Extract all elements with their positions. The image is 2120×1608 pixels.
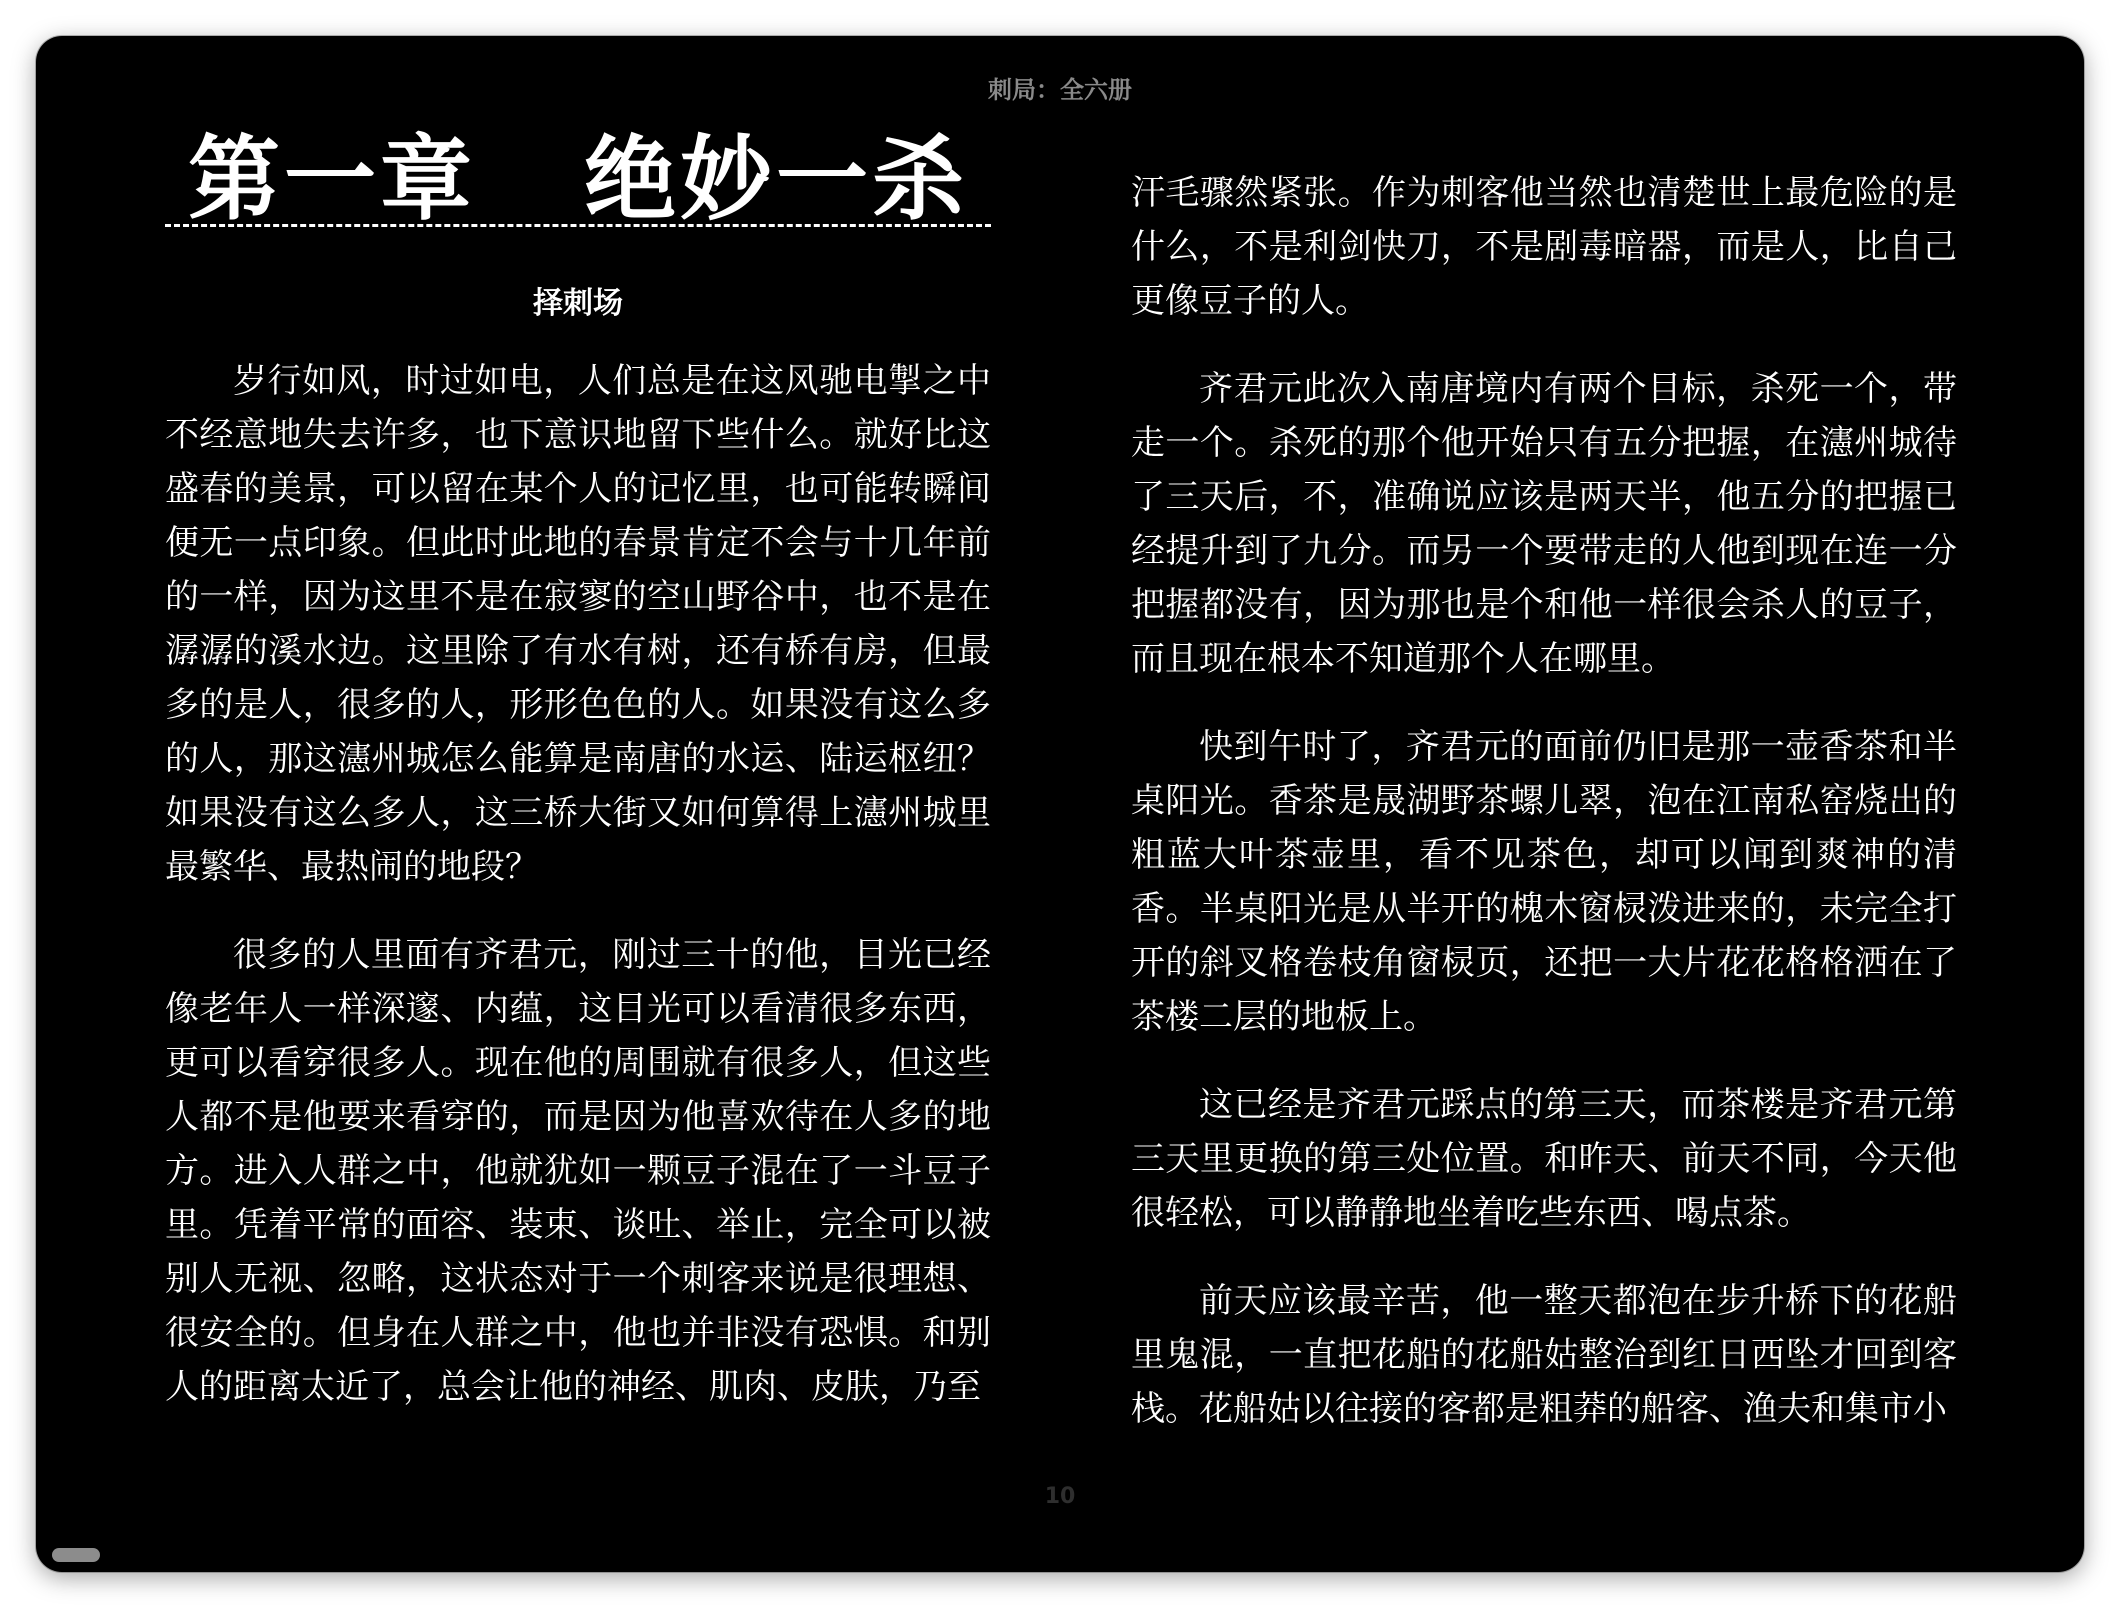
chapter-title: 第一章 绝妙一杀	[187, 126, 969, 233]
right-page-text	[1131, 166, 1957, 1470]
left-page-text	[165, 354, 991, 1448]
paragraph: 很多的人里面有齐君元，刚过三十的他，目光已经像老年人一样深邃、内蕴，这目光可以看清很多东西，更可以看穿很多人。现在他的周围就有很多人，但这些人都不是他要来看穿的，而是因为他喜欢待在人多的地方。进入人群之中，他就犹如一颗豆子混在了一斗豆子里。凭着平常的面容、装束、谈吐、举止，完全可以被别人无视、忽略，这状态对于一个刺客来说是很理想、很安全的。但身在人群之中，他也并非没有恐惧。和别人的距离太近了，总会让他的神经、肌肉、皮肤，乃至	[165, 935, 991, 1407]
paragraph-continued: 汗毛骤然紧张。作为刺客他当然也清楚世上最危险的是什么，不是利剑快刀，不是剧毒暗器，而是人，比自己更像豆子的人。	[1131, 173, 1957, 321]
paragraph: 齐君元此次入南唐境内有两个目标，杀死一个，带走一个。杀死的那个他开始只有五分把握，在瀗州城待了三天后，不，准确说应该是两天半，他五分的把握已经提升到了九分。而另一个要带走的人他到现在连一分把握都没有，因为那也是个和他一样很会杀人的豆子，而且现在根本不知道那个人在哪里。	[1131, 369, 1957, 679]
paragraph: 岁行如风，时过如电，人们总是在这风驰电掣之中不经意地失去许多，也下意识地留下些什么。就好比这盛春的美景，可以留在某个人的记忆里，也可能转瞬间便无一点印象。但此时此地的春景肯定不会与十几年前的一样，因为这里不是在寂寥的空山野谷中，也不是在潺潺的溪水边。这里除了有水有树，还有桥有房，但最多的是人，很多的人，形形色色的人。如果没有这么多的人，那这瀗州城怎么能算是南唐的水运、陆运枢纽？如果没有这么多人，这三桥大街又如何算得上瀗州城里最繁华、最热闹的地段？	[165, 361, 991, 887]
paragraph: 快到午时了，齐君元的面前仍旧是那一壶香茶和半桌阳光。香茶是晟湖野茶螺儿翠，泡在江南私窑烧出的粗蓝大叶茶壶里，看不见茶色，却可以闻到爽神的清香。半桌阳光是从半开的槐木窗棂泼进来的，未完全打开的斜叉格卷枝角窗棂页，还把一大片花花格格洒在了茶楼二层的地板上。	[1131, 727, 1957, 1037]
paragraph: 这已经是齐君元踩点的第三天，而茶楼是齐君元第三天里更换的第三处位置。和昨天、前天不同，今天他很轻松，可以静静地坐着吃些东西、喝点茶。	[1131, 1085, 1957, 1233]
resize-handle[interactable]	[52, 1548, 100, 1562]
chapter-title-dashed-rule	[165, 224, 991, 227]
reader-window	[36, 36, 2084, 1572]
paragraph: 前天应该最辛苦，他一整天都泡在步升桥下的花船里鬼混，一直把花船的花船姑整治到红日西坠才回到客栈。花船姑以往接的客都是粗莽的船客、渔夫和集市小	[1131, 1281, 1957, 1429]
page-number: 10	[1044, 1484, 1076, 1509]
book-title: 刺局：全六册	[988, 76, 1132, 104]
section-title: 择刺场	[533, 286, 623, 321]
